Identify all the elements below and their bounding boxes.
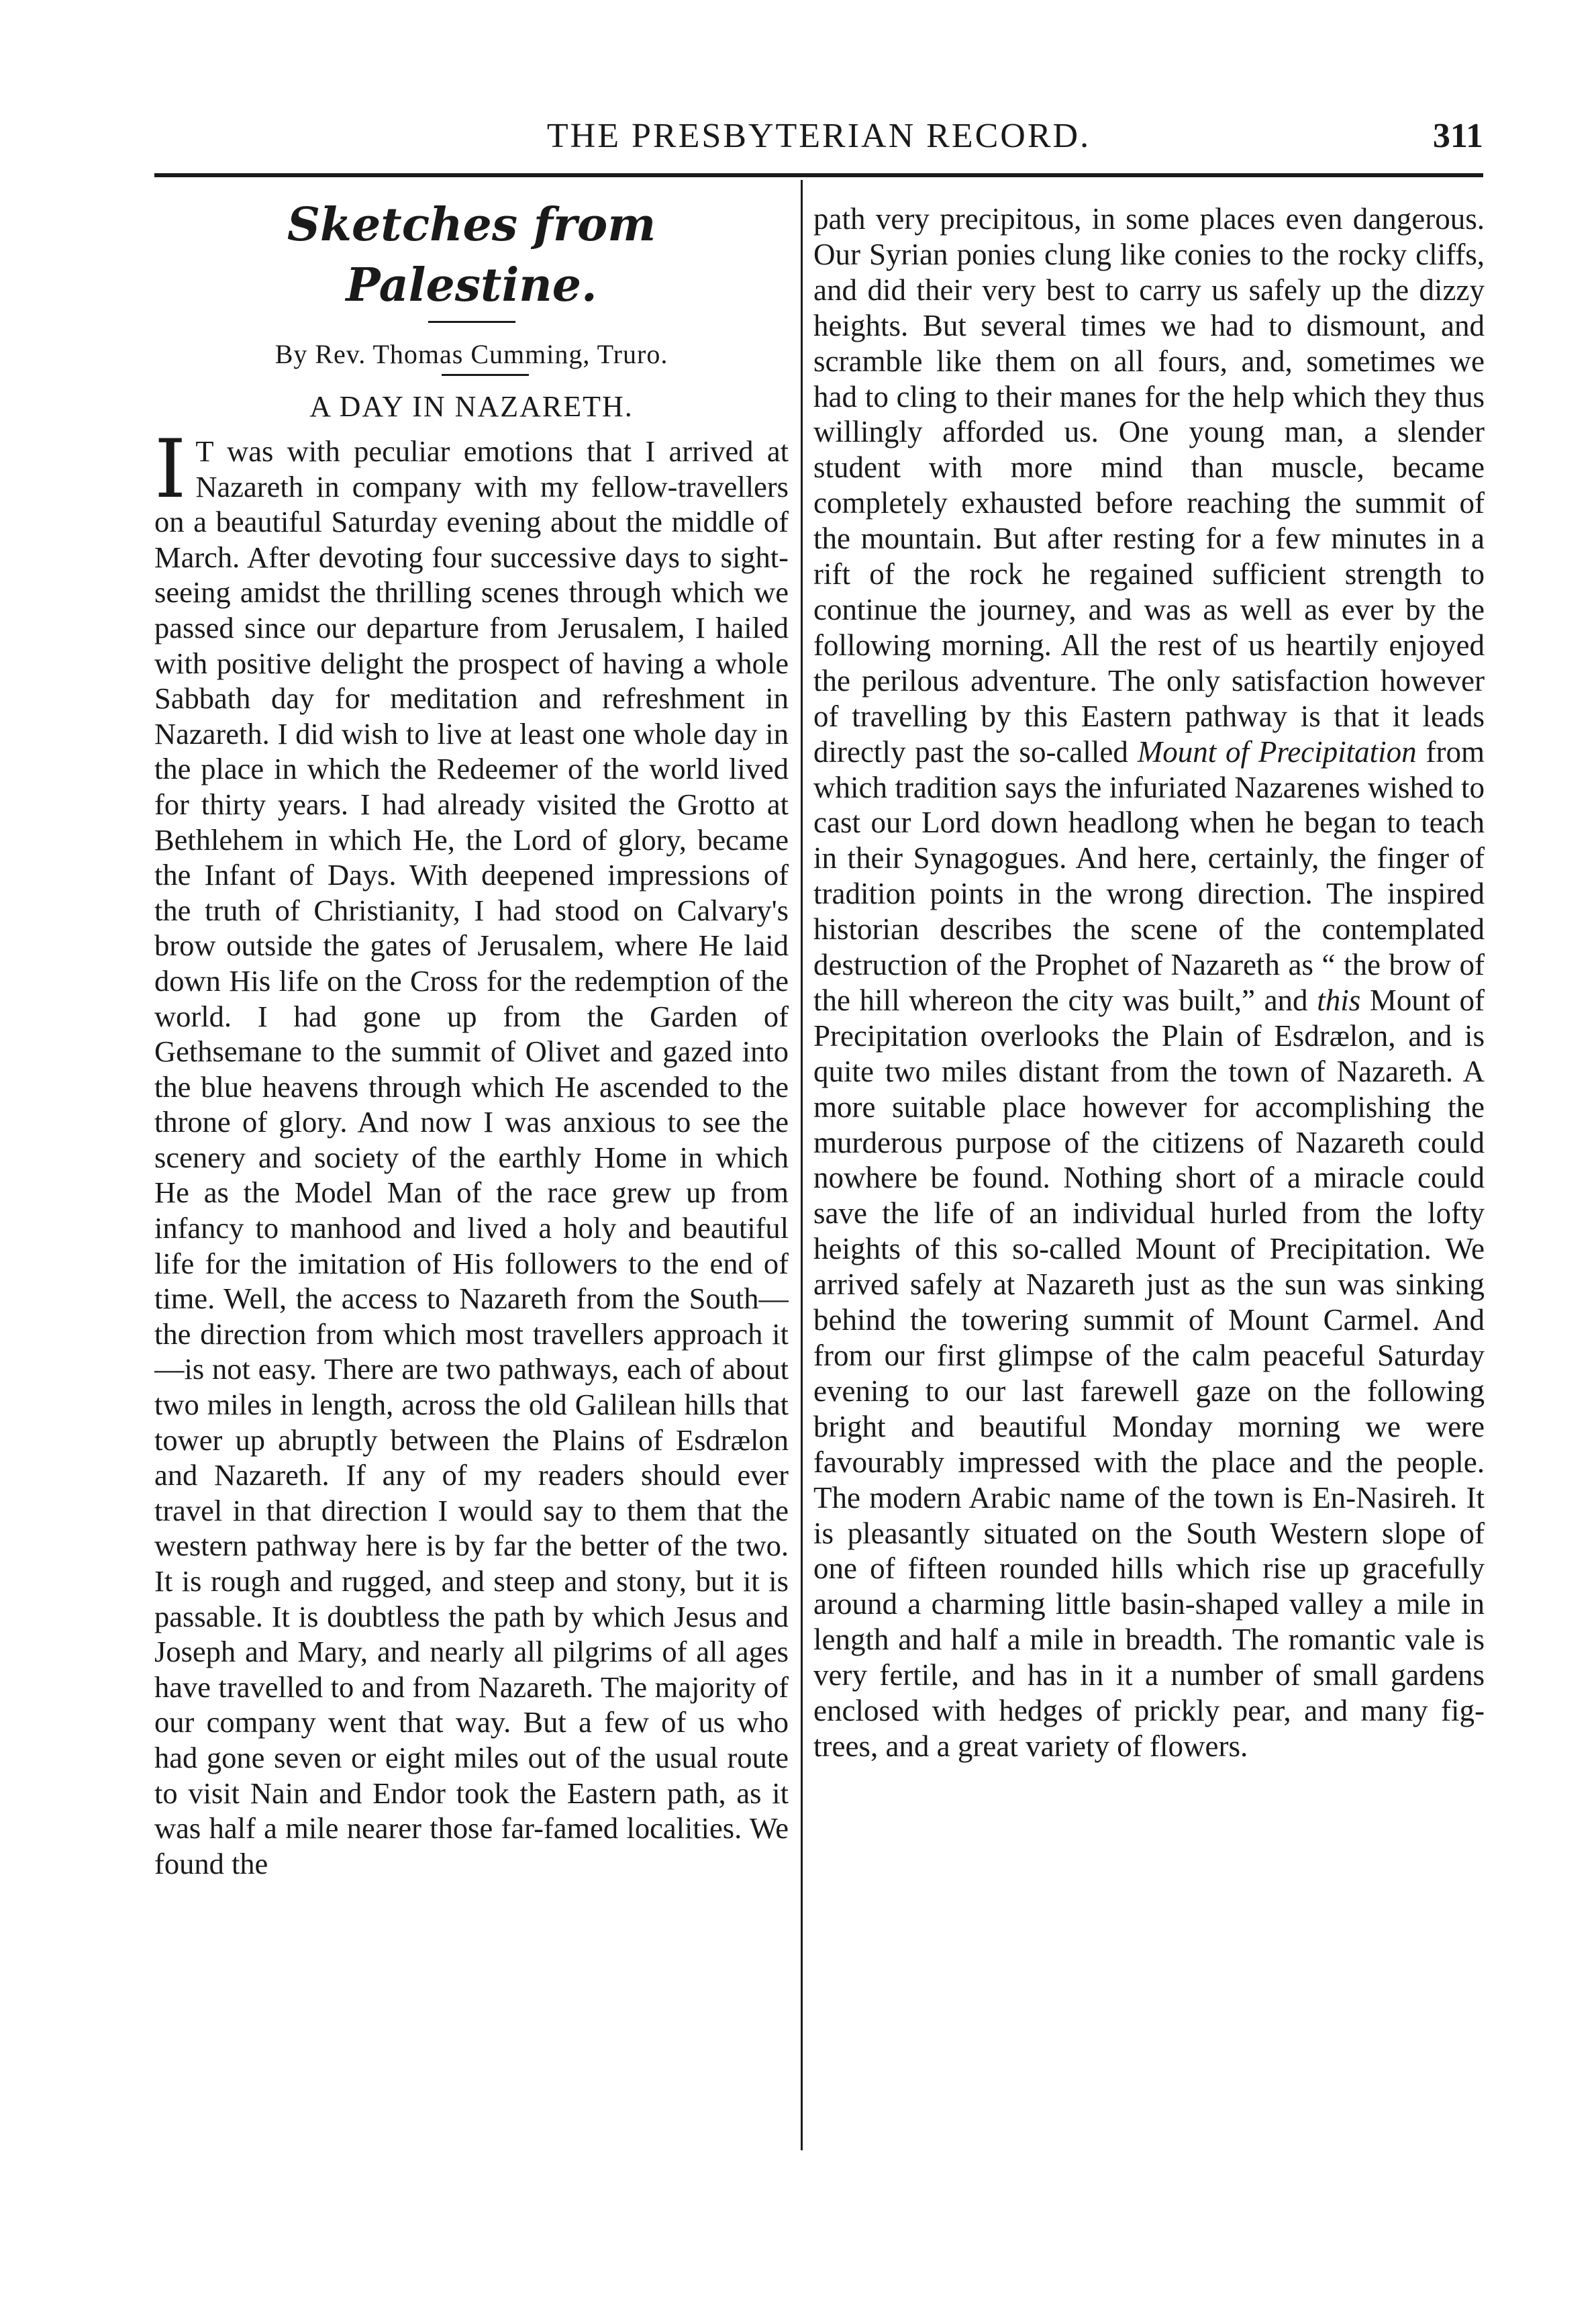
- right-text-part1: path very precipitous, in some places even dangerous. Our Syrian ponies clung like conies to the rocky cliffs, and did their very best to carry us safely up the dizzy heights. But several times we had to dismount, and scramble like them on all fours, and, sometimes we had to cling to their manes for the help which they thus willingly afforded us. One young man, a slender student with more mind than muscle, became completely exhausted before reaching the summit of the mountain. But after resting for a few minutes in a rift of the rock he regained sufficient strength to continue the journey, and was as well as ever by the following morning. All the rest of us heartily enjoyed the perilous adventure. The only satisfaction however of travelling by this Eastern pathway is that it leads directly past the so-called: [813, 202, 1485, 769]
- journal-title: THE PRESBYTERIAN RECORD.: [546, 117, 1091, 155]
- italic-mount-of-precipitation: Mount of Precipitation: [1137, 734, 1417, 769]
- article-body-right: [813, 201, 1485, 1764]
- right-text-part3: Mount of Precipitation overlooks the Plain of Esdrælon, and is quite two miles distant from the town of Nazareth. A more suitable place however for accomplishing the murderous purpose of the citizens of Nazareth could nowhere be found. Nothing short of a miracle could save the life of an individual hurled from the lofty heights of this so-called Mount of Precipitation. We arrived safely at Nazareth just as the sun was sinking behind the towering summit of Mount Carmel. And from our first glimpse of the calm peaceful Saturday evening to our last farewell gaze on the following bright and beautiful Monday morning we were favourably impressed with the place and the people. The modern Arabic name of the town is En-Nasireh. It is pleasantly situated on the South Western slope of one of fifteen rounded hills which rise up gracefully around a charming little basin-shaped valley a mile in length and half a mile in breadth. The romantic vale is very fertile, and has in it a number of small gardens enclosed with hedges of prickly pear, and many fig-trees, and a great variety of flowers.: [813, 983, 1485, 1763]
- byline: By Rev. Thomas Cumming, Truro.: [275, 339, 668, 369]
- drop-cap: I: [154, 423, 187, 516]
- running-head: [154, 113, 1483, 160]
- header-rule: [154, 173, 1483, 177]
- article-body-left: [154, 423, 789, 1881]
- left-column: [154, 195, 789, 2155]
- section-title: Sketches from Palestine.: [287, 198, 656, 312]
- column-divider: [801, 180, 803, 2150]
- italic-this: this: [1317, 983, 1361, 1017]
- right-column: [813, 201, 1485, 2162]
- left-column-text: T was with peculiar emotions that I arrived at Nazareth in company with my fellow-travellers on a beautiful Saturday evening about the middle of March. After devoting four successive days to sight-seeing amidst the thrilling scenes through which we passed since our departure from Jerusalem, I hailed with positive delight the prospect of having a whole Sabbath day for meditation and refreshment in Nazareth. I did wish to live at least one whole day in the place in which the Redeemer of the world lived for thirty years. I had already visited the Grotto at Bethlehem in which He, the Lord of glory, became the Infant of Days. With deepened impressions of the truth of Christianity, I had stood on Calvary's brow outside the gates of Jerusalem, where He laid down His life on the Cross for the redemption of the world. I had gone up from the Garden of Gethsemane to the summit of Olivet and gazed into the blue heavens through which He ascended to the throne of glory. And now I was anxious to see the scenery and society of the earthly Home in which He as the Model Man of the race grew up from infancy to manhood and lived a holy and beautiful life for the imitation of His followers to the end of time. Well, the access to Nazareth from the South—the direction from which most travellers approach it—is not easy. There are two pathways, each of about two miles in length, across the old Galilean hills that tower up abruptly between the Plains of Esdrælon and Nazareth. If any of my readers should ever travel in that direction I would say to them that the western pathway here is by far the better of the two. It is rough and rugged, and steep and stony, but it is passable. It is doubtless the path by which Jesus and Joseph and Mary, and nearly all pilgrims of all ages have travelled to and from Nazareth. The majority of our company went that way. But a few of us who had gone seven or eight miles out of the usual route to visit Nain and Endor took the Eastern path, as it was half a mile nearer those far-famed localities. We found the: [154, 434, 789, 1880]
- right-text-part2: from which tradition says the infuriated Nazarenes wished to cast our Lord down headlong when he began to teach in their Synagogues. And here, certainly, the finger of tradition points in the wrong direction. The inspired historian describes the scene of the contemplated destruction of the Prophet of Nazareth as “ the brow of the hill whereon the city was built,” and: [813, 734, 1485, 1017]
- title-rule: [428, 321, 515, 323]
- byline-rule: [442, 374, 529, 376]
- page-number: 311: [1432, 117, 1483, 155]
- article-title: A DAY IN NAZARETH.: [309, 390, 634, 423]
